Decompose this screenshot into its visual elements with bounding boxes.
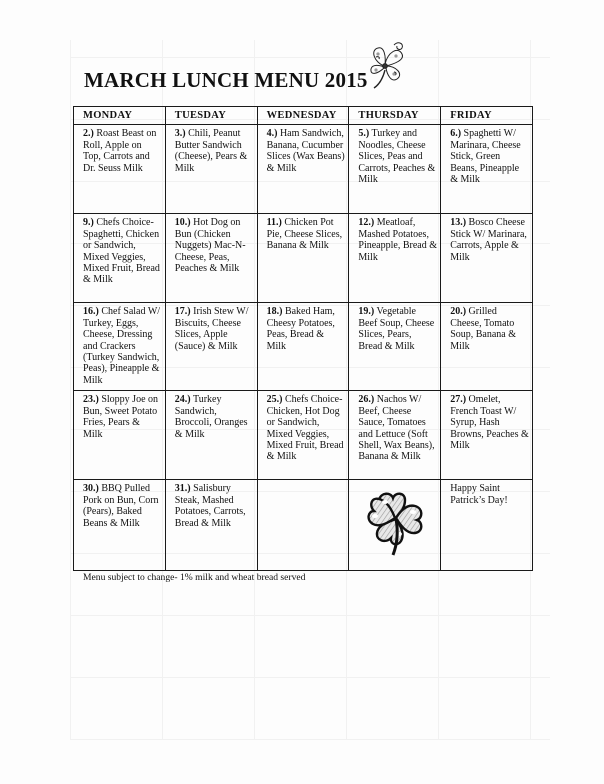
menu-text: Chefs Choice- Spaghetti, Chicken or Sandwich, Mixed Veggies, Mixed Fruit, Bread & Milk: [83, 217, 160, 286]
day-number: 16.): [83, 306, 99, 318]
four-leaf-clover-icon: [363, 486, 429, 558]
menu-cell: [165, 303, 257, 391]
menu-text: Roast Beast on Roll, Apple on Top, Carrots and Dr. Seuss Milk: [83, 128, 157, 174]
day-number: 6.): [450, 128, 462, 140]
day-number: 11.): [266, 217, 282, 229]
day-number: 2.): [83, 128, 94, 140]
day-number: 26.): [358, 394, 375, 406]
day-number: 31.): [174, 483, 191, 495]
day-number: 9.): [83, 217, 94, 229]
menu-cell: [257, 391, 349, 480]
week-row: [74, 303, 533, 391]
day-number: 4.): [266, 128, 278, 140]
lunch-menu-table: [73, 106, 533, 571]
day-number: 25.): [266, 394, 283, 406]
menu-cell: [441, 125, 533, 214]
menu-text: Salisbury Steak, Mashed Potatoes, Carrots, Bread & Milk: [174, 483, 246, 529]
menu-cell: [349, 125, 441, 214]
menu-footnote: Menu subject to change- 1% milk and wheat bread served: [83, 572, 306, 583]
day-number: 27.): [450, 394, 467, 406]
clover-cell: [349, 480, 441, 571]
menu-text: Irish Stew W/ Biscuits, Cheese Slices, Apple (Sauce) & Milk: [174, 306, 249, 352]
page-title: MARCH LUNCH MENU 2015: [84, 68, 368, 92]
menu-text: Sloppy Joe on Bun, Sweet Potato Fries, Pears & Milk: [83, 394, 159, 440]
week-row: [74, 480, 533, 571]
menu-cell: [349, 214, 441, 303]
menu-text: Nachos W/ Beef, Cheese Sauce, Tomatoes and Lettuce (Soft Shell, Wax Beans), Banana & Milk: [358, 394, 435, 463]
day-number: 12.): [358, 217, 375, 229]
header-thursday: THURSDAY: [349, 107, 441, 125]
menu-cell: [165, 125, 257, 214]
flower-icon: [364, 40, 410, 90]
week-row: [74, 214, 533, 303]
day-number: 5.): [358, 128, 370, 140]
menu-cell: [74, 303, 166, 391]
menu-cell: [441, 391, 533, 480]
menu-cell: [257, 214, 349, 303]
menu-text: Chefs Choice- Chicken, Hot Dog or Sandwich, Mixed Veggies, Mixed Fruit, Bread & Milk: [266, 394, 344, 463]
menu-cell: [257, 125, 349, 214]
day-number: 17.): [174, 306, 191, 318]
header-wednesday: WEDNESDAY: [257, 107, 349, 125]
menu-text: Baked Ham, Cheesy Potatoes, Peas, Bread & Milk: [266, 306, 335, 352]
menu-cell: [165, 214, 257, 303]
empty-cell: [257, 480, 349, 571]
week-row: [74, 125, 533, 214]
menu-cell: [74, 214, 166, 303]
menu-text: Ham Sandwich, Banana, Cucumber Slices (Wax Beans) & Milk: [266, 128, 345, 174]
menu-text: Turkey and Noodles, Cheese Slices, Peas and Carrots, Peaches & Milk: [358, 128, 436, 186]
menu-cell: [74, 480, 166, 571]
holiday-cell: [441, 480, 533, 571]
menu-cell: [257, 303, 349, 391]
header-friday: FRIDAY: [441, 107, 533, 125]
menu-text: Vegetable Beef Soup, Cheese Slices, Pears, Bread & Milk: [358, 306, 435, 352]
menu-cell: [165, 480, 257, 571]
day-number: 3.): [174, 128, 186, 140]
menu-text: Hot Dog on Bun (Chicken Nuggets) Mac-N-Cheese, Peas, Peaches & Milk: [174, 217, 246, 275]
menu-text: BBQ Pulled Pork on Bun, Corn (Pears), Baked Beans & Milk: [83, 483, 159, 529]
day-number: 19.): [358, 306, 375, 318]
day-number: 18.): [266, 306, 283, 318]
menu-text: Chicken Pot Pie, Cheese Slices, Banana & Milk: [266, 217, 343, 252]
menu-text: Chili, Peanut Butter Sandwich (Cheese), Pears & Milk: [174, 128, 248, 174]
menu-text: Spaghetti W/ Marinara, Cheese Stick, Green Beans, Pineapple & Milk: [450, 128, 521, 186]
menu-text: Omelet, French Toast W/ Syrup, Hash Browns, Peaches & Milk: [450, 394, 529, 452]
day-number: 24.): [174, 394, 191, 406]
menu-cell: [74, 125, 166, 214]
holiday-text: Happy Saint Patrick’s Day!: [450, 483, 508, 506]
weekday-header-row: [74, 107, 533, 125]
day-number: 23.): [83, 394, 99, 406]
week-row: [74, 391, 533, 480]
menu-text: Meatloaf, Mashed Potatoes, Pineapple, Bread & Milk: [358, 217, 437, 263]
day-number: 30.): [83, 483, 99, 495]
menu-cell: [349, 303, 441, 391]
menu-text: Turkey Sandwich, Broccoli, Oranges & Milk: [174, 394, 248, 440]
day-number: 13.): [450, 217, 467, 229]
menu-text: Chef Salad W/ Turkey, Eggs, Cheese, Dressing and Crackers (Turkey Sandwich, Peas), Pineapple & Milk: [83, 306, 161, 386]
menu-text: Grilled Cheese, Tomato Soup, Banana & Milk: [450, 306, 517, 352]
header-monday: MONDAY: [74, 107, 166, 125]
menu-cell: [74, 391, 166, 480]
day-number: 10.): [174, 217, 191, 229]
menu-cell: [441, 214, 533, 303]
menu-text: Bosco Cheese Stick W/ Marinara, Carrots, Apple & Milk: [450, 217, 527, 263]
menu-cell: [441, 303, 533, 391]
menu-cell: [349, 391, 441, 480]
header-tuesday: TUESDAY: [165, 107, 257, 125]
menu-cell: [165, 391, 257, 480]
day-number: 20.): [450, 306, 467, 318]
